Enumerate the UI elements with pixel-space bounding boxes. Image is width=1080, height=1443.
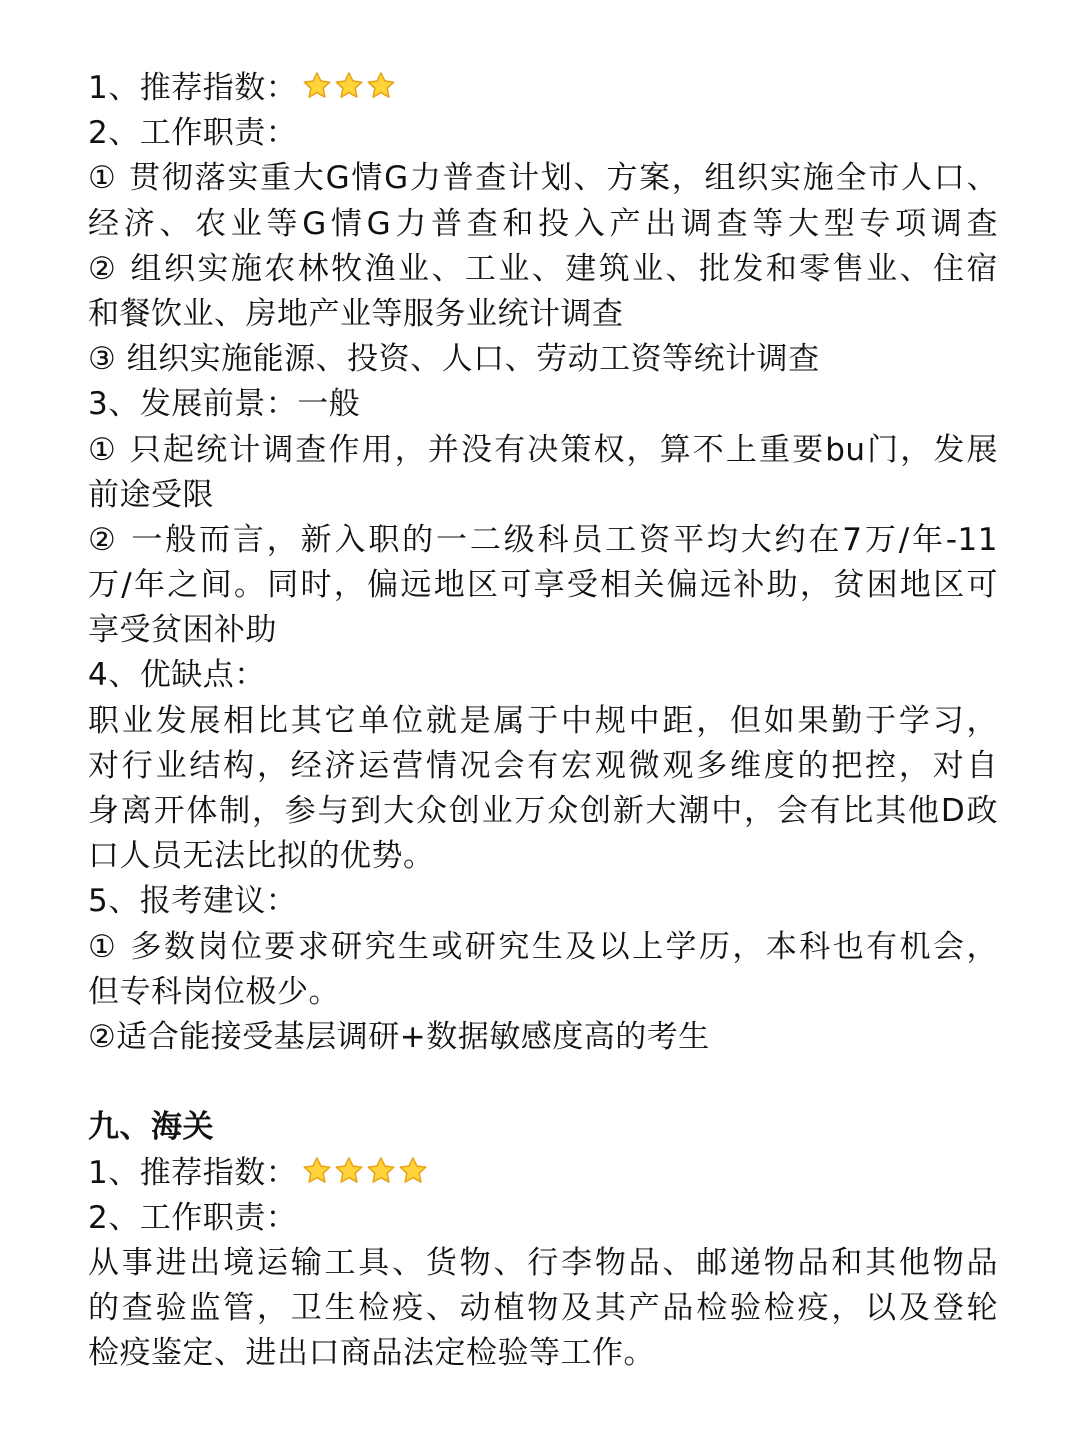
section-spacer: [88, 1060, 998, 1105]
rating-label: 1、推荐指数：: [88, 1154, 298, 1191]
duties-label: 2、工作职责：: [88, 1199, 298, 1236]
star-icon: [301, 70, 333, 102]
star-icon: [333, 70, 365, 102]
duty-line: ① 贯彻落实重大G情G力普查计划、方案，组织实施全市人口、: [88, 160, 998, 197]
prospect-line: 万/年之间。同时，偏远地区可享受相关偏远补助，贫困地区可: [88, 567, 998, 604]
advice-line: ②适合能接受基层调研+数据敏感度高的考生: [88, 1018, 710, 1055]
prospect-line: 前途受限: [88, 476, 214, 513]
duty-line: ② 组织实施农林牧渔业、工业、建筑业、批发和零售业、住宿: [88, 250, 998, 287]
prospect-line: ① 只起统计调查作用，并没有决策权，算不上重要bu门，发展: [88, 431, 998, 468]
advice-label: 5、报考建议：: [88, 883, 298, 920]
duty-line: 检疫鉴定、进出口商品法定检验等工作。: [88, 1335, 655, 1372]
star-icon: [333, 1155, 365, 1187]
section-title: 九、海关: [88, 1109, 214, 1146]
prospect-line: 享受贫困补助: [88, 612, 277, 649]
pros-label: 4、优缺点：: [88, 657, 266, 694]
duty-line: 的查验监管，卫生检疫、动植物及其产品检验检疫，以及登轮: [88, 1290, 998, 1327]
pros-line: 身离开体制，参与到大众创业万众创新大潮中，会有比其他D政: [88, 793, 998, 829]
pros-line: 口人员无法比拟的优势。: [88, 838, 435, 875]
rating-stars-s8: [301, 70, 397, 102]
rating-stars-s9: [301, 1155, 429, 1187]
duties-label: 2、工作职责：: [88, 115, 298, 152]
advice-line: 但专科岗位极少。: [88, 973, 340, 1010]
duty-line: 和餐饮业、房地产业等服务业统计调查: [88, 295, 624, 332]
advice-line: ① 多数岗位要求研究生或研究生及以上学历，本科也有机会，: [88, 928, 998, 965]
rating-label: 1、推荐指数：: [88, 70, 298, 106]
rating-line-s9: [88, 1151, 998, 1196]
star-icon: [365, 1155, 397, 1187]
document-body: [88, 66, 998, 1376]
pros-line: 职业发展相比其它单位就是属于中规中距，但如果勤于学习，: [88, 702, 998, 739]
star-icon: [365, 70, 397, 102]
rating-line-s8: [88, 66, 998, 111]
prospect-line: ② 一般而言，新入职的一二级科员工资平均大约在7万/年-11: [88, 521, 998, 558]
star-icon: [301, 1155, 333, 1187]
star-icon: [397, 1155, 429, 1187]
duty-line: 从事进出境运输工具、货物、行李物品、邮递物品和其他物品: [88, 1244, 998, 1281]
duty-line: ③ 组织实施能源、投资、人口、劳动工资等统计调查: [88, 341, 820, 378]
prospect-label: 3、发展前景：一般: [88, 386, 361, 423]
duty-line: 经济、农业等G情G力普查和投入产出调查等大型专项调查: [88, 205, 998, 242]
pros-line: 对行业结构，经济运营情况会有宏观微观多维度的把控，对自: [88, 747, 998, 784]
